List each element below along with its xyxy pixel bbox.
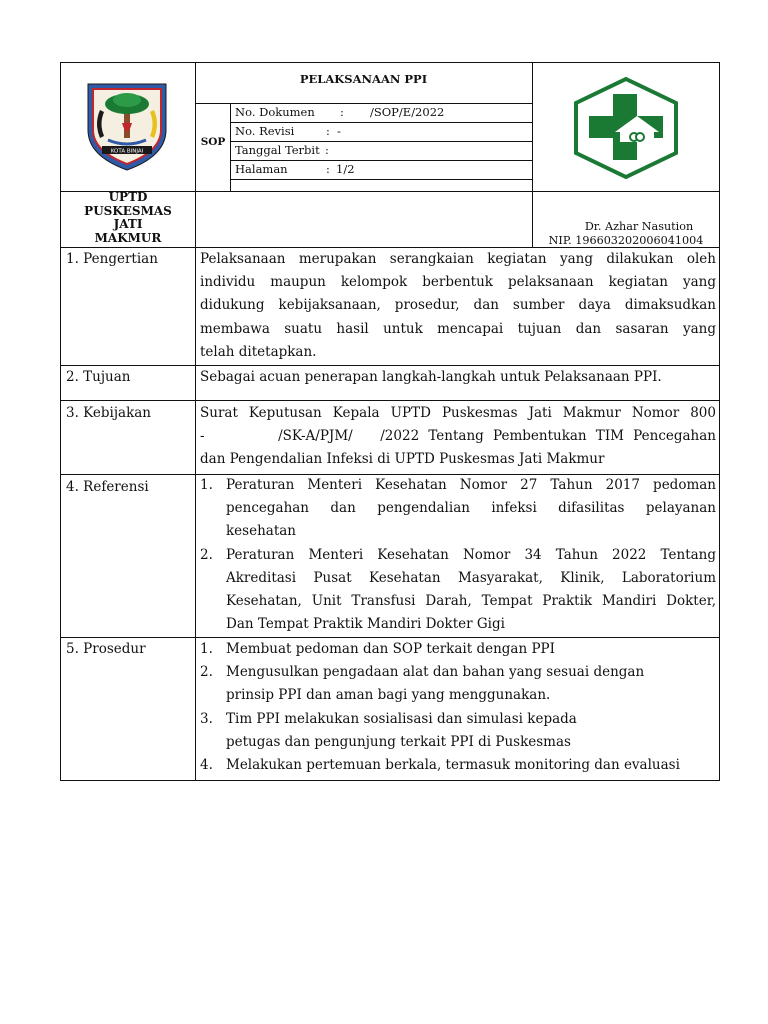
meta-sep: : — [325, 143, 329, 157]
text-line: Akreditasi Pusat Kesehatan Masyarakat, Klinik, Laboratorium — [226, 569, 716, 586]
row-divider — [60, 400, 720, 401]
meta-sep: : — [326, 124, 330, 138]
section-body-kebijakan — [200, 402, 716, 472]
list-number: 2. — [200, 546, 213, 563]
document-title: PELAKSANAAN PPI — [299, 72, 428, 86]
list-item — [200, 544, 716, 637]
meta-row-line — [230, 141, 532, 142]
text-line: membawa suatu hasil untuk mencapai tujuan dan sasaran yang — [200, 320, 716, 337]
org-line: UPTD — [108, 190, 148, 204]
list-number: 4. — [200, 757, 213, 774]
section-label-pengertian: 1. Pengertian — [66, 251, 158, 267]
meta-row-line — [230, 179, 532, 180]
section-label-kebijakan: 3. Kebijakan — [66, 405, 152, 421]
text-line: Pelaksanaan merupakan serangkaian kegiatan yang dilakukan oleh — [200, 251, 716, 267]
list-number: 1. — [200, 641, 213, 657]
text-line: Membuat pedoman dan SOP terkait dengan PPI — [226, 641, 555, 657]
meta-label: Tanggal Terbit — [235, 143, 320, 157]
text-line: telah ditetapkan. — [200, 343, 317, 360]
section-body-pengertian — [200, 248, 716, 364]
meta-no-dokumen — [235, 105, 315, 123]
signer-name: Dr. Azhar Nasution — [584, 220, 694, 233]
meta-value: 1/2 — [336, 162, 355, 176]
list-item — [200, 754, 716, 777]
text-line: kesehatan — [226, 523, 296, 540]
list-item — [200, 708, 716, 754]
meta-label: Halaman — [235, 162, 288, 176]
text-line: Tim PPI melakukan sosialisasi dan simulasi kepada — [226, 710, 577, 727]
text-line: dan Pengendalian Infeksi di UPTD Puskesmas Jati Makmur — [200, 451, 605, 468]
list-item — [200, 638, 716, 661]
title-divider — [195, 103, 532, 104]
section-label-tujuan: 2. Tujuan — [66, 369, 131, 385]
section-body-prosedur — [200, 638, 716, 777]
list-item — [200, 474, 716, 544]
text-line: - /SK-A/PJM/ /2022 Tentang Pembentukan TIM Pencegahan — [200, 428, 716, 445]
text-line: didukung kebijaksanaan, prosedur, dan sumber daya dimaksudkan — [200, 297, 716, 314]
text-line: Dan Tempat Praktik Mandiri Dokter Gigi — [226, 616, 505, 633]
meta-label: No. Revisi — [235, 124, 295, 138]
org-row-divider — [195, 192, 196, 248]
list-number: 2. — [200, 664, 213, 681]
table-bottom-border — [60, 780, 720, 781]
city-emblem-logo — [80, 78, 174, 174]
list-item — [200, 661, 716, 707]
label-column-divider — [195, 248, 196, 780]
section-body-referensi — [200, 474, 716, 636]
text-line: Peraturan Menteri Kesehatan Nomor 27 Tahun 2017 pedoman — [226, 477, 716, 493]
section-label-prosedur: 5. Prosedur — [66, 641, 146, 657]
text-line: Peraturan Menteri Kesehatan Nomor 34 Tahun 2022 Tentang — [226, 546, 716, 563]
section-body-tujuan: Sebagai acuan penerapan langkah-langkah untuk Pelaksanaan PPI. — [200, 369, 662, 385]
text-line: Kesehatan, Unit Transfusi Darah, Tempat Praktik Mandiri Dokter, — [226, 593, 716, 610]
text-line: prinsip PPI dan aman bagi yang menggunakan. — [226, 687, 551, 704]
text-line: Surat Keputusan Kepala UPTD Puskesmas Jati Makmur Nomor 800 — [200, 405, 716, 421]
signer-nip: NIP. 196603202006041004 — [548, 233, 704, 247]
text-line: Mengusulkan pengadaan alat dan bahan yang sesuai dengan — [226, 664, 645, 681]
puskesmas-logo — [571, 76, 681, 180]
meta-sep: : — [326, 162, 330, 176]
meta-sep: : — [340, 105, 344, 119]
signature-block — [533, 220, 719, 247]
list-number: 1. — [200, 477, 213, 493]
list-number: 3. — [200, 710, 213, 727]
meta-value: /SOP/E/2022 — [370, 105, 445, 119]
text-line: petugas dan pengunjung terkait PPI di Puskesmas — [226, 733, 571, 750]
org-name — [61, 191, 195, 245]
text-line: individu maupun kelompok berbentuk pelaksanaan kegiatan yang — [200, 274, 716, 291]
meta-value: - — [337, 124, 341, 138]
meta-label: No. Dokumen — [235, 105, 315, 119]
header-divider-right — [532, 62, 533, 192]
text-line: Melakukan pertemuan berkala, termasuk monitoring dan evaluasi — [226, 757, 680, 774]
meta-row-line — [230, 160, 532, 161]
org-line: PUSKESMAS — [84, 203, 172, 218]
org-line: MAKMUR — [94, 230, 162, 245]
sop-label: SOP — [200, 136, 226, 148]
org-line: JATI — [113, 217, 143, 231]
section-label-referensi: 4. Referensi — [66, 479, 149, 495]
text-line: pencegahan dan pengendalian infeksi difasilitas pelayanan — [226, 500, 716, 517]
emblem-text: KOTA BINJAI — [110, 148, 144, 155]
